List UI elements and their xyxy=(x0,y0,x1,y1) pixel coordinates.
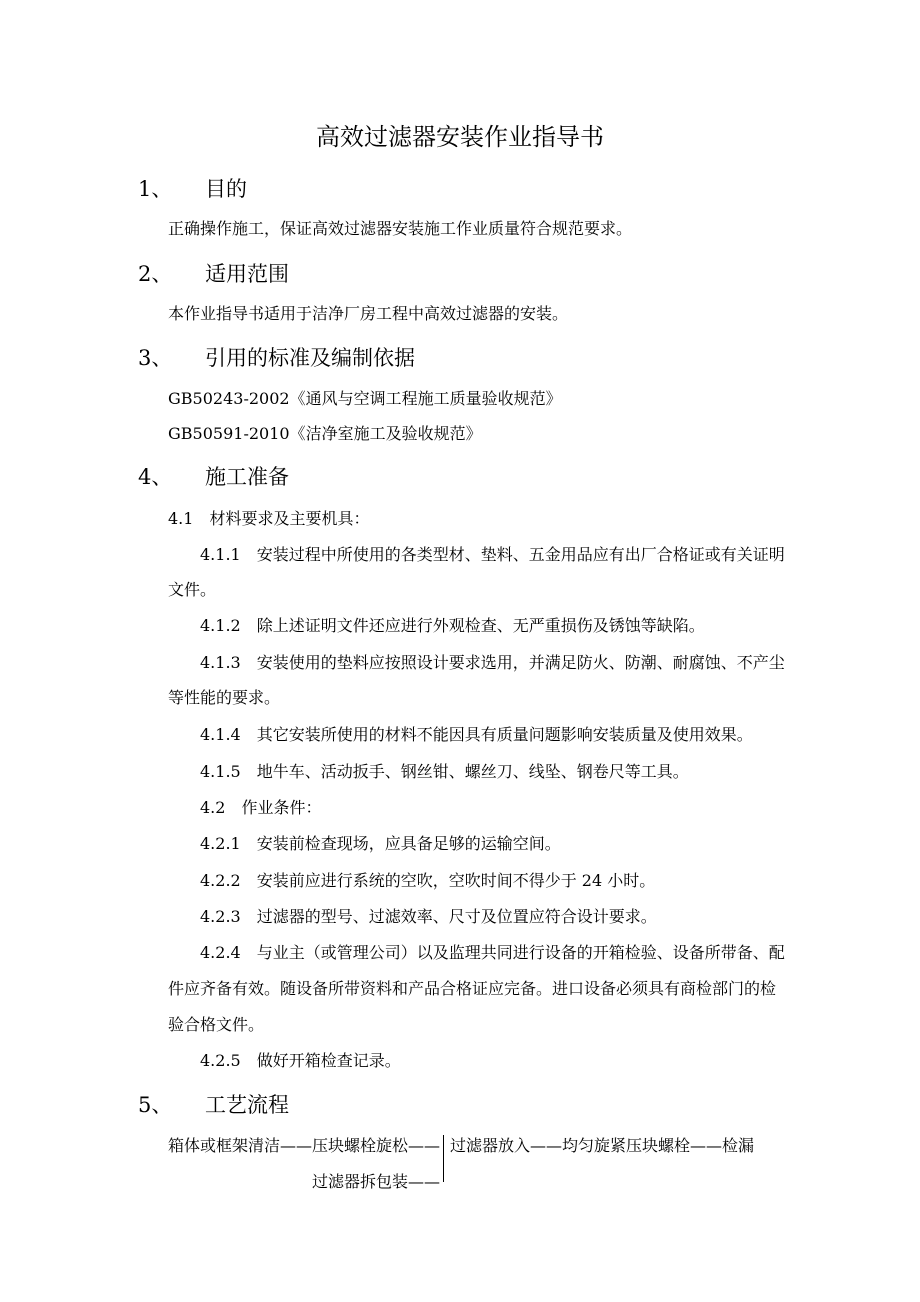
section-5-title: 工艺流程 xyxy=(205,1093,289,1117)
item-4-1-1-cont: 文件。 xyxy=(168,580,217,599)
document-title: 高效过滤器安装作业指导书 xyxy=(316,123,604,151)
section-3-number: 3、 xyxy=(138,346,173,370)
subsection-4-1-heading: 4.1 材料要求及主要机具： xyxy=(168,509,370,528)
scope-paragraph: 本作业指导书适用于洁净厂房工程中高效过滤器的安装。 xyxy=(168,304,569,323)
section-4-number: 4、 xyxy=(138,465,173,489)
item-4-1-3: 4.1.3 安装使用的垫料应按照设计要求选用，并满足防火、防潮、耐腐蚀、不产尘 xyxy=(200,653,785,672)
section-2-number: 2、 xyxy=(138,262,173,286)
subsection-4-2-heading: 4.2 作业条件： xyxy=(200,798,322,817)
flow-step-prep: 箱体或框架清洁——压块螺栓旋松—— xyxy=(168,1136,441,1155)
flow-connector xyxy=(443,1135,444,1182)
item-4-1-3-cont: 等性能的要求。 xyxy=(168,688,281,707)
item-4-1-1: 4.1.1 安装过程中所使用的各类型材、垫料、五金用品应有出厂合格证或有关证明 xyxy=(200,545,785,564)
purpose-paragraph: 正确操作施工，保证高效过滤器安装施工作业质量符合规范要求。 xyxy=(168,219,633,238)
section-1-title: 目的 xyxy=(205,177,247,201)
section-3-title: 引用的标准及编制依据 xyxy=(205,346,415,370)
section-1-number: 1、 xyxy=(138,177,173,201)
item-4-2-2: 4.2.2 安装前应进行系统的空吹，空吹时间不得少于 24 小时。 xyxy=(200,871,656,890)
flow-step-install: 过滤器放入——均匀旋紧压块螺栓——检漏 xyxy=(450,1136,755,1155)
flow-step-unpack: 过滤器拆包装—— xyxy=(312,1172,441,1191)
section-5-number: 5、 xyxy=(138,1093,173,1117)
item-4-2-5: 4.2.5 做好开箱检查记录。 xyxy=(200,1051,401,1070)
section-2-title: 适用范围 xyxy=(205,262,289,286)
standard-item: GB50591-2010《洁净室施工及验收规范》 xyxy=(168,424,482,443)
item-4-2-1: 4.2.1 安装前检查现场，应具备足够的运输空间。 xyxy=(200,834,561,853)
item-4-1-4: 4.1.4 其它安装所使用的材料不能因具有质量问题影响安装质量及使用效果。 xyxy=(200,725,753,744)
item-4-1-2: 4.1.2 除上述证明文件还应进行外观检查、无严重损伤及锈蚀等缺陷。 xyxy=(200,616,705,635)
item-4-2-3: 4.2.3 过滤器的型号、过滤效率、尺寸及位置应符合设计要求。 xyxy=(200,907,657,926)
item-4-2-4-cont: 验合格文件。 xyxy=(168,1015,265,1034)
item-4-2-4: 4.2.4 与业主（或管理公司）以及监理共同进行设备的开箱检验、设备所带备、配 xyxy=(200,943,785,962)
item-4-1-5: 4.1.5 地牛车、活动扳手、钢丝钳、螺丝刀、线坠、钢卷尺等工具。 xyxy=(200,762,689,781)
standard-item: GB50243-2002《通风与空调工程施工质量验收规范》 xyxy=(168,389,562,408)
item-4-2-4-cont: 件应齐备有效。随设备所带资料和产品合格证应完备。进口设备必须具有商检部门的检 xyxy=(168,979,777,998)
section-4-title: 施工准备 xyxy=(205,465,289,489)
